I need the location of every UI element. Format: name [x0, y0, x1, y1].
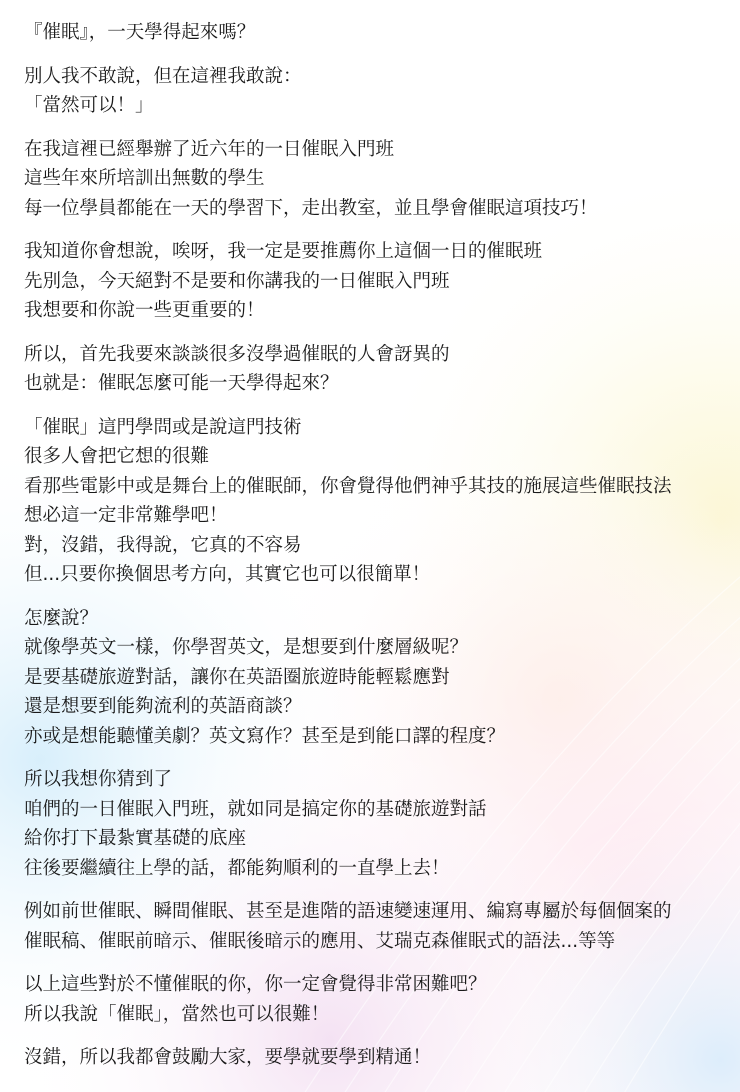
- text-line: 看那些電影中或是舞台上的催眠師，你會覺得他們神乎其技的施展這些催眠技法: [24, 475, 672, 497]
- text-line: 怎麼說？: [24, 607, 99, 629]
- text-line: 我知道你會想說，唉呀，我一定是要推薦你上這個一日的催眠班: [24, 241, 543, 262]
- text-line: 別人我不敢說，但在這裡我敢說：: [24, 65, 302, 87]
- text-line: 很多人會把它想的很難: [24, 446, 210, 467]
- text-line: 所以我說「催眠」，當然也可以很難！: [24, 1003, 330, 1025]
- text-line: 在我這裡已經舉辦了近六年的一日催眠入門班: [24, 138, 395, 160]
- paragraph-foundation: [24, 765, 730, 883]
- paragraph-english-analogy: [24, 604, 730, 752]
- text-line: 「催眠」這門學問或是說這門技術: [24, 416, 302, 438]
- paragraph-advanced-examples: [24, 897, 730, 956]
- text-line: 也就是：催眠怎麼可能一天學得起來？: [24, 373, 339, 394]
- text-line: 「當然可以！」: [24, 95, 154, 116]
- text-line: 以上這些對於不懂催眠的你，你一定會覺得非常困難吧？: [24, 974, 487, 995]
- text-line: 所以我想你猜到了: [24, 769, 173, 790]
- text-line: 所以，首先我要來談談很多沒學過催眠的人會訝異的: [24, 343, 450, 365]
- text-line: 這些年來所培訓出無數的學生: [24, 168, 265, 189]
- text-line: 就像學英文一樣，你學習英文，是想要到什麼層級呢？: [24, 637, 469, 658]
- paragraph-experience: [24, 135, 730, 224]
- text-line: 給你打下最紮實基礎的底座: [24, 828, 247, 849]
- text-line: 沒錯，所以我都會鼓勵大家，要學就要學到精通！: [24, 1047, 432, 1068]
- text-line: 是要基礎旅遊對話，讓你在英語圈旅遊時能輕鬆應對: [24, 666, 450, 688]
- text-line: 催眠稿、催眠前暗示、催眠後暗示的應用、艾瑞克森催眠式的語法...等等: [24, 930, 616, 952]
- article-body: [24, 18, 730, 1087]
- text-line: 例如前世催眠、瞬間催眠、甚至是進階的語速變速運用、編寫專屬於每個個案的: [24, 901, 672, 922]
- paragraph-conclusion: [24, 1043, 730, 1073]
- paragraph-intro-question: [24, 18, 730, 48]
- text-line: 但...只要你換個思考方向，其實它也可以很簡單！: [24, 564, 431, 585]
- paragraph-not-promotion: [24, 237, 730, 326]
- text-line: 咱們的一日催眠入門班，就如同是搞定你的基礎旅遊對話: [24, 798, 487, 820]
- paragraph-can-be-hard: [24, 970, 730, 1029]
- paragraph-topic: [24, 340, 730, 399]
- text-line: 亦或是想能聽懂美劇？英文寫作？甚至是到能口譯的程度？: [24, 725, 506, 747]
- text-line: 想必這一定非常難學吧！: [24, 505, 228, 526]
- text-line: 還是想要到能夠流利的英語商談？: [24, 696, 302, 717]
- text-line: 我想要和你說一些更重要的！: [24, 300, 265, 321]
- text-line: 『催眠』，一天學得起來嗎？: [24, 22, 256, 43]
- text-line: 往後要繼續往上學的話，都能夠順利的一直學上去！: [24, 857, 450, 879]
- paragraph-affirmation: [24, 62, 730, 121]
- paragraph-difficulty: [24, 413, 730, 590]
- text-line: 對，沒錯，我得說，它真的不容易: [24, 534, 302, 556]
- text-line: 每一位學員都能在一天的學習下，走出教室，並且學會催眠這項技巧！: [24, 197, 598, 219]
- text-line: 先別急，今天絕對不是要和你講我的一日催眠入門班: [24, 270, 450, 292]
